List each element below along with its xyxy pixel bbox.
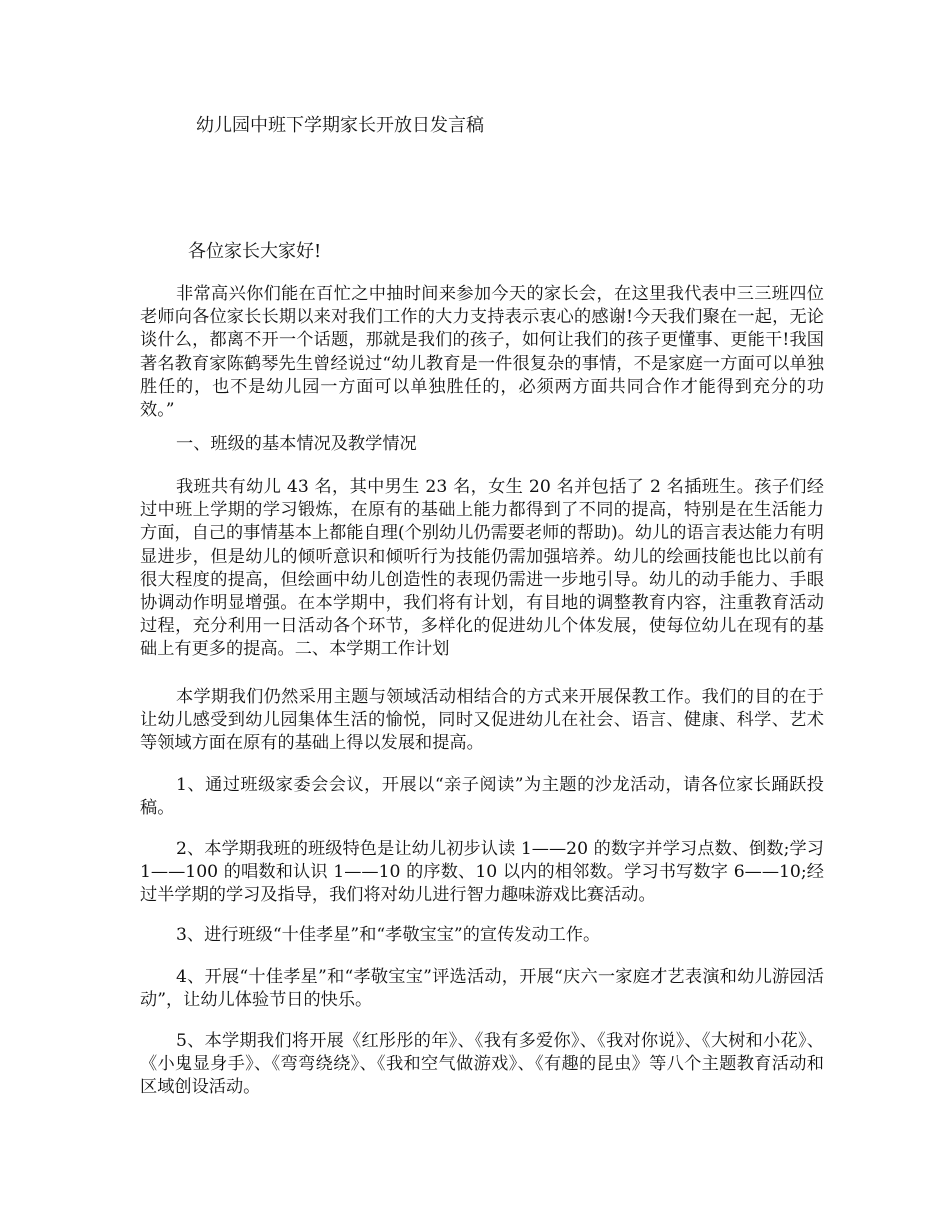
section2-paragraph: 本学期我们仍然采用主题与领域活动相结合的方式来开展保教工作。我们的目的在于让幼儿感受到幼儿园集体生活的愉悦，同时又促进幼儿在社会、语言、健康、科学、艺术等领域方面在原有的基础上得以发展和提高。 xyxy=(140,687,824,754)
intro-paragraph: 非常高兴你们能在百忙之中抽时间来参加今天的家长会，在这里我代表中三三班四位老师向各位家长长期以来对我们工作的大力支持表示衷心的感谢!今天我们聚在一起，无论谈什么，都离不开一个话题，那就是我们的孩子，如何让我们的孩子更懂事、更能干!我国著名教育家陈鹤琴先生曾经说过“幼儿教育是一件很复杂的事情，不是家庭一方面可以单独胜任的，也不是幼儿园一方面可以单独胜任的，必须两方面共同合作才能得到充分的功效。” xyxy=(140,284,824,421)
list-item-3: 3、进行班级“十佳孝星”和“孝敬宝宝”的宣传发动工作。 xyxy=(176,925,601,945)
list-item-5: 5、本学期我们将开展《红彤彤的年》、《我有多爱你》、《我对你说》、《大树和小花》、《小鬼显身手》、《弯弯绕绕》、《我和空气做游戏》、《有趣的昆虫》等八个主题教育活动和区域创设活动。 xyxy=(140,1031,824,1098)
section1-heading: 一、班级的基本情况及教学情况 xyxy=(176,434,417,454)
list-item-2: 2、本学期我班的班级特色是让幼儿初步认读 1——20 的数字并学习点数、倒数;学习 1——100 的唱数和认识 1——10 的序数、10 以内的相邻数。学习书写数字 6——10;经过半学期的学习及指导，我们将对幼儿进行智力趣味游戏比赛活动。 xyxy=(140,839,824,906)
section1-paragraph: 我班共有幼儿 43 名，其中男生 23 名，女生 20 名并包括了 2 名插班生。孩子们经过中班上学期的学习锻炼，在原有的基础上能力都得到了不同的提高，特别是在生活能力方面，自己的事情基本上都能自理(个别幼儿仍需要老师的帮助)。幼儿的语言表达能力有明显进步，但是幼儿的倾听意识和倾听行为技能仍需加强培养。幼儿的绘画技能也比以前有很大程度的提高，但绘画中幼儿创造性的表现仍需进一步地引导。幼儿的动手能力、手眼协调动作明显增强。在本学期中，我们将有计划，有目地的调整教育内容，注重教育活动过程，充分利用一日活动各个环节，多样化的促进幼儿个体发展，使每位幼儿在现有的基础上有更多的提高。二、本学期工作计划 xyxy=(140,477,824,660)
list-item-4: 4、开展“十佳孝星”和“孝敬宝宝”评选活动，开展“庆六一家庭才艺表演和幼儿游园活动”，让幼儿体验节日的快乐。 xyxy=(140,967,824,1011)
greeting: 各位家长大家好! xyxy=(188,241,322,262)
document-title: 幼儿园中班下学期家长开放日发言稿 xyxy=(196,115,484,136)
list-item-1: 1、通过班级家委会会议，开展以“亲子阅读”为主题的沙龙活动，请各位家长踊跃投稿。 xyxy=(140,775,824,819)
